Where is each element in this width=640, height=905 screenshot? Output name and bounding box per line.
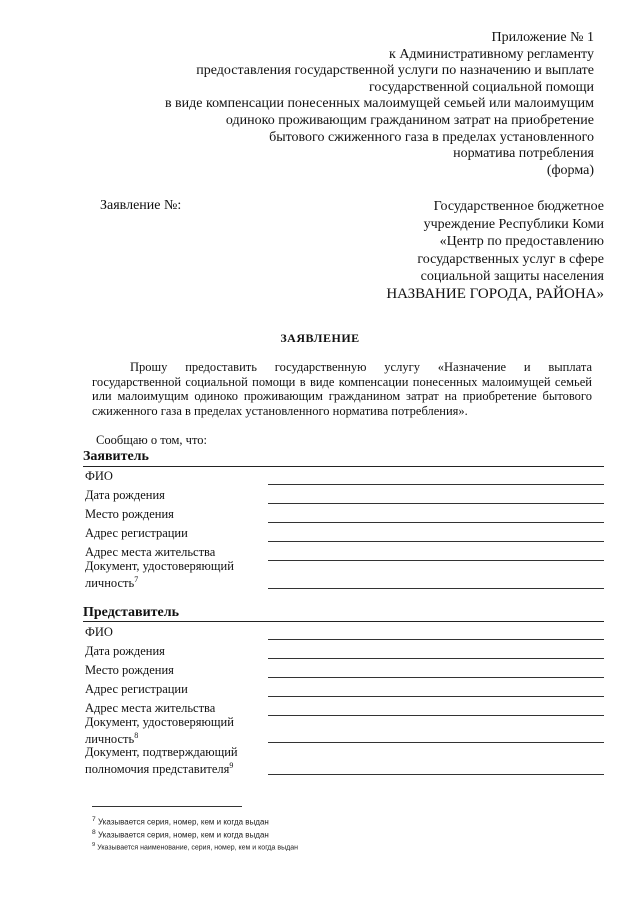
applicant-fio-label: ФИО [85, 469, 113, 483]
statement-body: Прошу предоставить государственную услугу «Назначение и выплата государственной социальной помощи в виде компенсации понесенных малоимущей семьей или малоимущим одиноко проживающим гражданином затрат на приобретение бытового сжиженного газа в пределах установленного норматива потребления». [92, 360, 592, 418]
representative-birthplace-field[interactable] [268, 677, 604, 678]
footnote-separator [92, 806, 242, 807]
applicant-section-title: Заявитель [83, 449, 149, 464]
applicant-fio-field[interactable] [268, 484, 604, 485]
representative-residence-label: Адрес места жительства [85, 701, 216, 715]
appendix-line: к Административному регламенту [389, 46, 594, 62]
appendix-line: Приложение № 1 [491, 30, 594, 45]
applicant-id-document-label-line2: личность [85, 576, 135, 591]
appendix-line: бытового сжиженного газа в пределах установленного [269, 129, 594, 145]
representative-id-document-field[interactable] [268, 742, 604, 743]
footnote-number: 7 [92, 816, 96, 823]
representative-birthplace-label: Место рождения [85, 663, 174, 677]
applicant-registration-label: Адрес регистрации [85, 526, 188, 540]
footnote-text: Указывается серия, номер, кем и когда выдан [97, 830, 269, 840]
representative-id-document-label [85, 715, 234, 746]
representative-authority-field[interactable] [268, 774, 604, 775]
appendix-line: (форма) [546, 162, 594, 178]
recipient-line: «Центр по предоставлению [439, 234, 604, 250]
statement-note: Сообщаю о том, что: [96, 433, 207, 447]
representative-registration-field[interactable] [268, 696, 604, 697]
representative-authority-label [85, 745, 238, 776]
footnote-8 [92, 829, 269, 840]
applicant-section-rule [83, 466, 604, 467]
appendix-line: в виде компенсации понесенных малоимущей семьей или малоимущим [164, 96, 594, 112]
statement-number-label: Заявление №: [100, 198, 182, 213]
footnote-ref-9: 9 [229, 761, 234, 770]
footnote-ref-8: 8 [134, 731, 139, 740]
footnote-number: 8 [92, 829, 96, 836]
recipient-line: социальной защиты населения [420, 269, 604, 285]
representative-section-title: Представитель [83, 605, 180, 620]
appendix-line: норматива потребления [453, 146, 594, 162]
representative-residence-field[interactable] [268, 715, 604, 716]
recipient-line: учреждение Республики Коми [423, 216, 604, 232]
appendix-header [74, 30, 594, 179]
applicant-birthdate-field[interactable] [268, 503, 604, 504]
representative-birthdate-label: Дата рождения [85, 644, 165, 658]
representative-id-document-label-line1: Документ, удостоверяющий [85, 715, 234, 729]
representative-birthdate-field[interactable] [268, 658, 604, 659]
applicant-birthplace-label: Место рождения [85, 507, 174, 521]
footnote-text: Указывается наименование, серия, номер, кем и когда выдан [97, 844, 298, 852]
representative-id-document-label-line2: личность [85, 732, 135, 747]
applicant-birthplace-field[interactable] [268, 522, 604, 523]
recipient-block [304, 198, 604, 304]
applicant-residence-field[interactable] [268, 560, 604, 561]
representative-fio-label: ФИО [85, 625, 113, 639]
appendix-line: предоставления государственной услуги по назначению и выплате [196, 63, 594, 79]
applicant-id-document-label-line1: Документ, удостоверяющий [85, 559, 234, 573]
applicant-id-document-field[interactable] [268, 588, 604, 589]
appendix-line: государственной социальной помощи [368, 79, 594, 95]
applicant-registration-field[interactable] [268, 541, 604, 542]
footnote-ref-7: 7 [134, 575, 139, 584]
representative-authority-label-line2: полномочия представителя [85, 762, 230, 777]
representative-section-rule [83, 621, 604, 622]
representative-authority-label-line1: Документ, подтверждающий [85, 745, 238, 759]
applicant-residence-label: Адрес места жительства [85, 545, 216, 559]
applicant-birthdate-label: Дата рождения [85, 488, 165, 502]
appendix-line: одиноко проживающим гражданином затрат на приобретение [225, 112, 594, 128]
representative-fio-field[interactable] [268, 639, 604, 640]
footnote-text: Указывается серия, номер, кем и когда выдан [97, 817, 269, 827]
recipient-line: государственных услуг в сфере [417, 251, 604, 267]
footnote-9 [92, 842, 298, 851]
document-title: ЗАЯВЛЕНИЕ [280, 331, 360, 345]
footnote-number: 9 [92, 842, 96, 848]
applicant-id-document-label [85, 559, 234, 590]
representative-registration-label: Адрес регистрации [85, 682, 188, 696]
recipient-city: НАЗВАНИЕ ГОРОДА, РАЙОНА» [386, 285, 604, 302]
footnote-7 [92, 816, 269, 827]
recipient-line: Государственное бюджетное [433, 199, 604, 214]
